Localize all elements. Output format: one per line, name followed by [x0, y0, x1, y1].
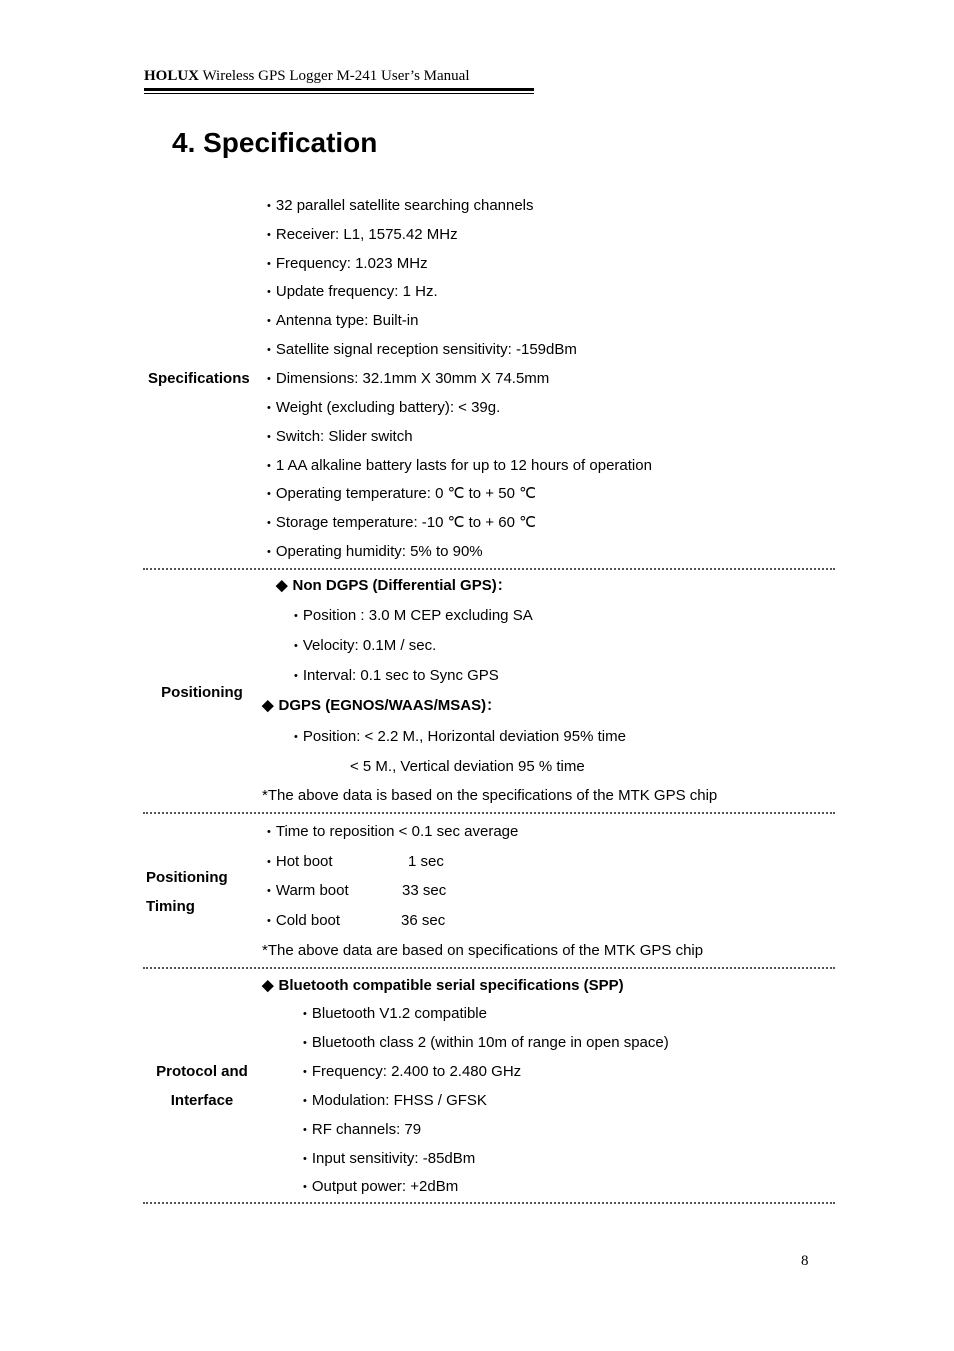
bullet-icon: •	[267, 460, 271, 472]
timing-item: • Time to reposition < 0.1 sec average	[267, 823, 519, 840]
brand-name: HOLUX	[144, 68, 200, 84]
bullet-icon: •	[303, 1124, 307, 1136]
protocol-item: • Modulation: FHSS / GFSK	[303, 1092, 487, 1109]
bullet-icon: •	[267, 315, 271, 327]
page-number: 8	[801, 1253, 809, 1269]
protocol-label-line2: Interface	[170, 1092, 234, 1109]
spec-item: • Receiver: L1, 1575.42 MHz	[267, 226, 458, 243]
non-dgps-heading: ◆ Non DGPS (Differential GPS)：	[276, 577, 512, 594]
running-header	[144, 67, 470, 85]
diamond-bullet-icon: ◆	[262, 977, 274, 994]
bullet-icon: •	[267, 373, 271, 385]
bullet-icon: •	[267, 258, 271, 270]
timing-row	[267, 912, 687, 931]
positioning-item: • Interval: 0.1 sec to Sync GPS	[294, 667, 499, 684]
protocol-item: • Bluetooth class 2 (within 10m of range in open space)	[303, 1034, 669, 1051]
spec-item: • Frequency: 1.023 MHz	[267, 255, 428, 272]
header-rule-thin	[144, 93, 534, 94]
bullet-icon: •	[267, 856, 271, 868]
bullet-icon: •	[303, 1008, 307, 1020]
specifications-label: Specifications	[148, 370, 250, 387]
bullet-icon: •	[267, 915, 271, 927]
timing-label-line1: Positioning	[146, 869, 228, 886]
spec-item: • 32 parallel satellite searching channels	[267, 197, 534, 214]
section-divider	[143, 812, 835, 814]
bullet-icon: •	[294, 731, 298, 743]
boot-name: Warm boot	[275, 882, 349, 899]
bullet-icon: •	[267, 826, 271, 838]
spec-item: • Update frequency: 1 Hz.	[267, 283, 438, 300]
spec-item: • Dimensions: 32.1mm X 30mm X 74.5mm	[267, 370, 550, 387]
protocol-label-line1: Protocol and	[156, 1063, 248, 1080]
bullet-icon: •	[267, 885, 271, 897]
bullet-icon: •	[267, 402, 271, 414]
bullet-icon: •	[303, 1153, 307, 1165]
spec-item: • Operating humidity: 5% to 90%	[267, 543, 483, 560]
bullet-icon: •	[267, 431, 271, 443]
protocol-item: • Input sensitivity: -85dBm	[303, 1150, 476, 1167]
bullet-icon: •	[267, 517, 271, 529]
protocol-item: • Bluetooth V1.2 compatible	[303, 1005, 487, 1022]
positioning-item-continued: < 5 M., Vertical deviation 95 % time	[350, 758, 585, 775]
bullet-icon: •	[267, 200, 271, 212]
bullet-icon: •	[303, 1095, 307, 1107]
boot-value: 1 sec	[408, 853, 444, 870]
boot-name: Cold boot	[275, 912, 341, 929]
protocol-item: • Frequency: 2.400 to 2.480 GHz	[303, 1063, 522, 1080]
spec-item: • Weight (excluding battery): < 39g.	[267, 399, 501, 416]
page-title: 4. Specification	[172, 127, 378, 158]
bullet-icon: •	[294, 610, 298, 622]
spec-item: • Operating temperature: 0 ℃ to + 50 ℃	[267, 485, 536, 502]
timing-note: *The above data are based on specifications of the MTK GPS chip	[262, 942, 704, 959]
boot-name: Hot boot	[275, 853, 333, 870]
positioning-note: *The above data is based on the specifications of the MTK GPS chip	[262, 787, 718, 804]
dgps-heading: ◆ DGPS (EGNOS/WAAS/MSAS)：	[262, 697, 502, 714]
positioning-item: • Position: < 2.2 M., Horizontal deviation 95% time	[294, 728, 626, 745]
bullet-icon: •	[303, 1037, 307, 1049]
bullet-icon: •	[294, 670, 298, 682]
spec-item: • Switch: Slider switch	[267, 428, 413, 445]
timing-row	[267, 882, 687, 901]
protocol-item: • Output power: +2dBm	[303, 1178, 459, 1195]
boot-value: 36 sec	[401, 912, 446, 929]
protocol-item: • RF channels: 79	[303, 1121, 422, 1138]
section-divider	[143, 967, 835, 969]
protocol-heading: ◆ Bluetooth compatible serial specifications (SPP)	[262, 977, 624, 994]
bullet-icon: •	[303, 1066, 307, 1078]
header-rule-thick	[144, 88, 534, 91]
positioning-label: Positioning	[161, 684, 243, 701]
bullet-icon: •	[267, 344, 271, 356]
timing-row	[267, 853, 687, 872]
bullet-icon: •	[267, 286, 271, 298]
bullet-icon: •	[267, 546, 271, 558]
timing-label-line2: Timing	[146, 898, 195, 915]
diamond-bullet-icon: ◆	[262, 697, 274, 714]
spec-item: • Antenna type: Built-in	[267, 312, 419, 329]
spec-item: • Satellite signal reception sensitivity: -159dBm	[267, 341, 577, 358]
diamond-bullet-icon: ◆	[276, 577, 288, 594]
spec-item: • Storage temperature: -10 ℃ to + 60 ℃	[267, 514, 536, 531]
spec-item: • 1 AA alkaline battery lasts for up to 12 hours of operation	[267, 457, 652, 474]
positioning-item: • Velocity: 0.1M / sec.	[294, 637, 437, 654]
bullet-icon: •	[267, 488, 271, 500]
bullet-icon: •	[267, 229, 271, 241]
boot-value: 33 sec	[402, 882, 447, 899]
bullet-icon: •	[294, 640, 298, 652]
positioning-item: • Position : 3.0 M CEP excluding SA	[294, 607, 533, 624]
manual-title: Wireless GPS Logger M-241 User’s Manual	[202, 68, 470, 84]
bullet-icon: •	[303, 1181, 307, 1193]
section-divider	[143, 568, 835, 570]
section-divider	[143, 1202, 835, 1204]
